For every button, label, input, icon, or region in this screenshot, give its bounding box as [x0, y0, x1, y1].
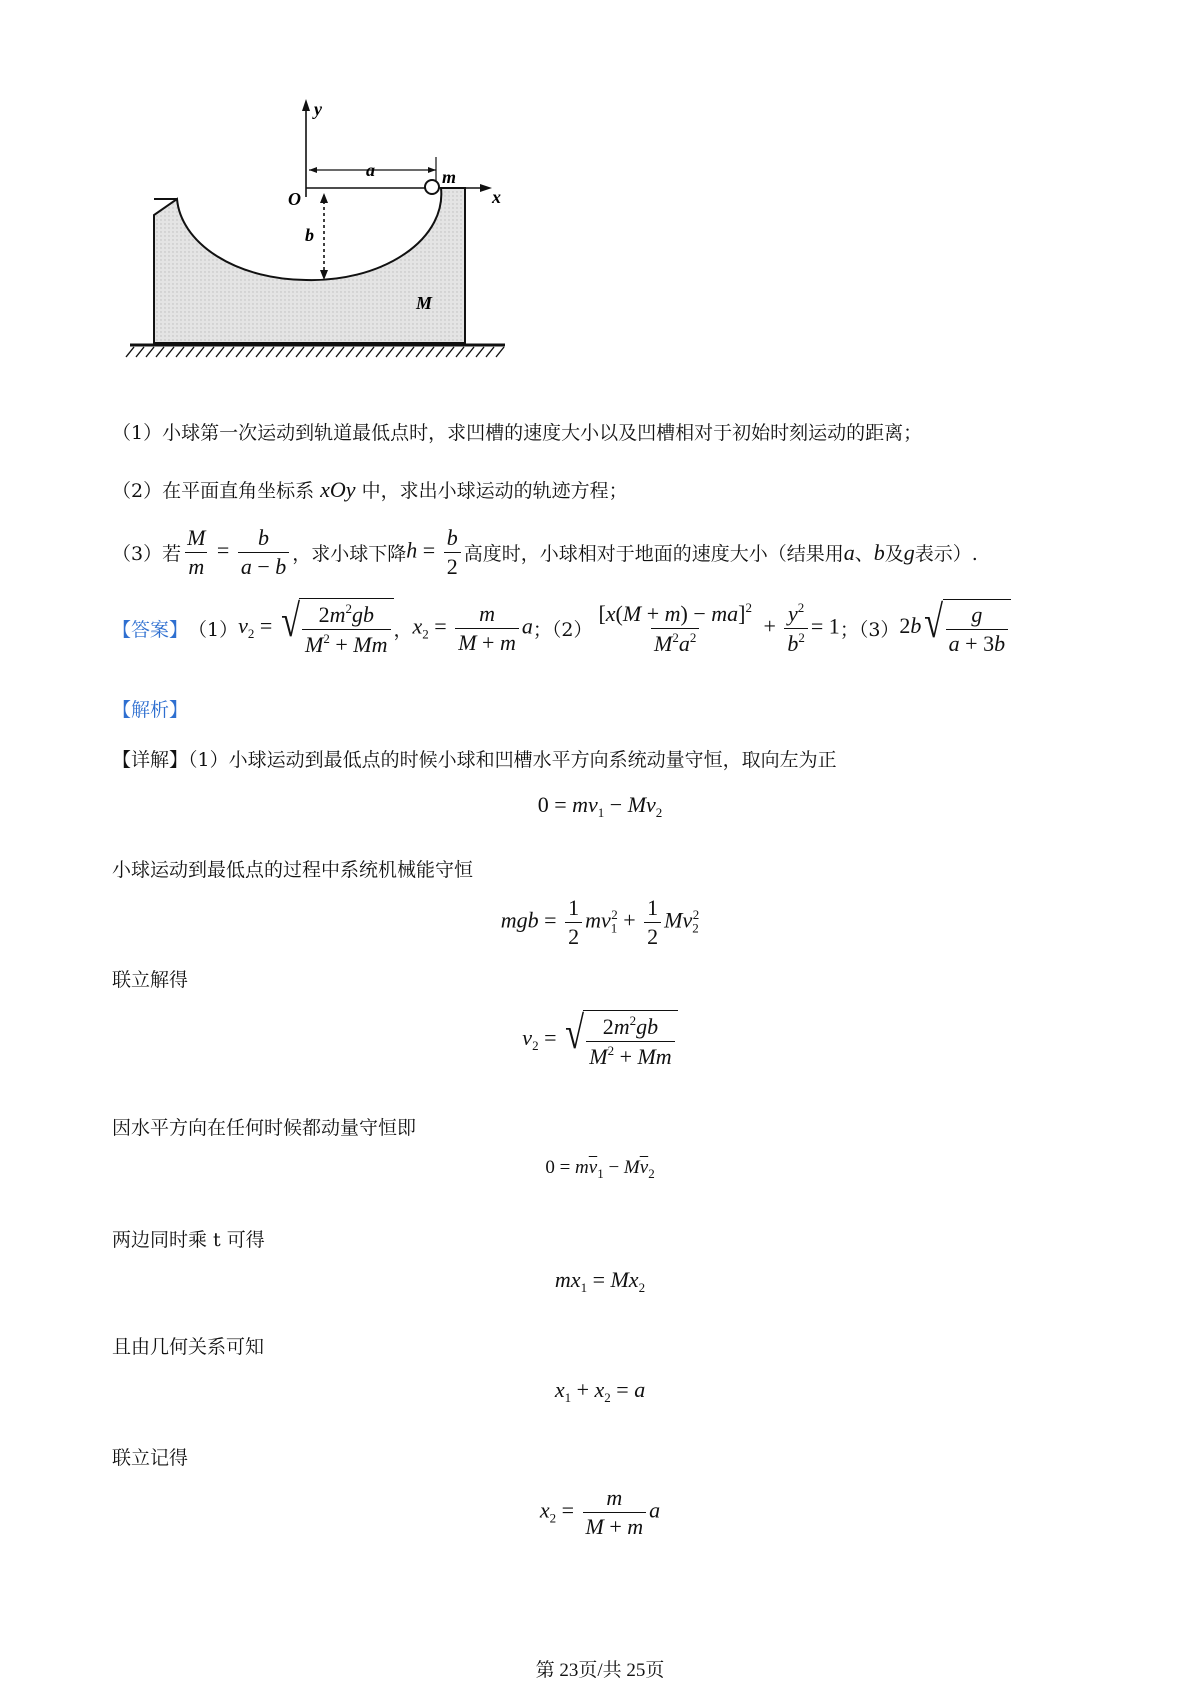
m-label: m [442, 167, 457, 187]
page-footer: 第 23页/共 25页 [535, 1660, 665, 1681]
eq-momentum: $0 = mv_1 - Mv_2$ [537, 792, 663, 820]
coord-system: xOy [320, 477, 356, 502]
eq-v2: $v_2$ = √ $\frac{2m^2gb}{M^2 + Mm}$ [0, 1010, 1200, 1070]
y-axis-label: y [314, 99, 322, 119]
analysis-label: 【解析】 [112, 699, 189, 721]
energy-text: 小球运动到最低点的过程中系统机械能守恒 [112, 859, 474, 881]
a-label: a [366, 160, 375, 180]
ball [425, 180, 439, 194]
q3-height-formula: h = $\frac{b}{2}$ [406, 525, 463, 580]
answer-v2: $v_2$ = √ $\frac{2m^2gb}{M^2 + Mm}$ [238, 598, 393, 658]
multiply-text: 两边同时乘 t 可得 [112, 1229, 265, 1251]
M-label: M [416, 293, 433, 313]
ground-hatching [126, 347, 504, 357]
detail-intro: 【详解】（1）小球运动到最低点的时候小球和凹槽水平方向系统动量守恒，取向左为正 [112, 749, 837, 771]
answer-x2: $x_2$ = $\frac{m}{M + m}$ a [412, 600, 533, 655]
b-label: b [305, 225, 314, 245]
eq-avg-momentum: $0 = m\overline{v}_1 - M\overline{v}_2$ [545, 1157, 655, 1181]
answer-label: 【答案】 [112, 618, 189, 641]
y-axis-arrow [302, 99, 310, 111]
question-1: （1）小球第一次运动到轨道最低点时，求凹槽的速度大小以及凹槽相对于初始时刻运动的距离； [112, 422, 923, 444]
x-axis-arrow [480, 184, 492, 192]
groove-block [154, 188, 465, 343]
eq-energy: mgb = $\frac{1}{2}$ $mv_1^2$ + $\frac{1}{2}$ $Mv_2^2$ [500, 895, 700, 949]
q3-ratio-formula: $\frac{M}{m}$ = $\frac{b}{a - b}$ [181, 525, 292, 580]
question-2: （2）在平面直角坐标系 xOy 中，求出小球运动的轨迹方程； [112, 477, 628, 502]
momentum-text: 因水平方向在任何时候都动量守恒即 [112, 1117, 417, 1139]
answer-speed: 2b √ $\frac{g}{a + 3b}$ [899, 599, 1011, 657]
geometry-text: 且由几何关系可知 [112, 1336, 265, 1358]
origin-label: O [288, 189, 301, 209]
eq-displacement: $mx_1 = Mx_2$ [554, 1267, 646, 1295]
eq-sum: $x_1 + x_2 = a$ [554, 1377, 646, 1405]
x-axis-label: x [492, 187, 501, 207]
solve2-text: 联立记得 [112, 1447, 189, 1469]
question-3: （3）若 $\frac{M}{m}$ = $\frac{b}{a - b}$ ，求小球下降 h = $\frac{b}{2}$ 高度时，小球相对于地面的速度大小（结果用 a 、 b 及 g 表示）. [112, 525, 978, 579]
solve-text: 联立解得 [112, 969, 189, 991]
answer-trajectory: $\frac{[x(M + m) - ma]^2}{M^2a^2}$ + $\frac{y^2}{b^2}$ = 1 [598, 599, 840, 656]
answer-line: 【答案】 （1） $v_2$ = √ $\frac{2m^2gb}{M^2 + Mm}$ ， $x_2$ = $\frac{m}{M + m}$ a ；（2） $\frac{[x(M + m) - ma]^2}{M^2a^2}$ + $\frac{y^2}{b^2}$ = 1 ；（3） 2b √ $\frac{g}{a + 3b}$ [112, 598, 1011, 658]
eq-x2: $x_2$ = $\frac{m}{M + m}$ a [539, 1485, 661, 1539]
physics-figure [120, 95, 560, 395]
